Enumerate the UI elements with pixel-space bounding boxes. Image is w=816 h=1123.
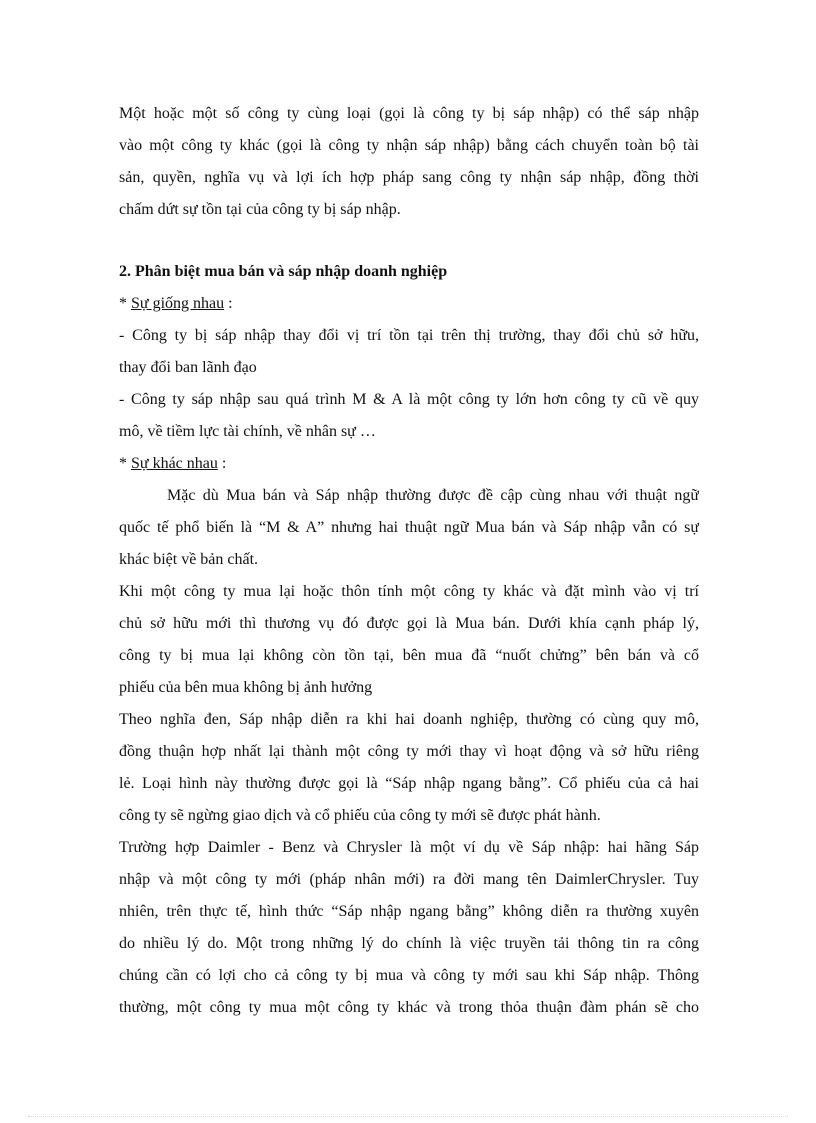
subheading-similarities bbox=[119, 288, 699, 320]
paragraph-acquisition bbox=[119, 576, 699, 704]
text-line: chấm dứt sự tồn tại của công ty bị sáp nhập. bbox=[119, 201, 401, 218]
paragraph-gap bbox=[119, 226, 699, 256]
subheading-suffix: : bbox=[224, 295, 233, 312]
text-line: công ty sẽ ngừng giao dịch và cổ phiếu của công ty mới sẽ được phát hành. bbox=[119, 807, 601, 824]
text-line: phiếu của bên mua không bị ảnh hưởng bbox=[119, 679, 373, 696]
document-page bbox=[119, 98, 699, 1024]
text-line: quốc tế phổ biến là “M & A” nhưng hai thuật ngữ Mua bán và Sáp nhập vẫn có sự bbox=[119, 519, 699, 536]
text-line: vào một công ty khác (gọi là công ty nhận sáp nhập) bằng cách chuyển toàn bộ tài bbox=[119, 137, 699, 154]
text-line: mô, về tiềm lực tài chính, về nhân sự … bbox=[119, 423, 376, 440]
text-line: đồng thuận hợp nhất lại thành một công ty mới thay vì hoạt động và sở hữu riêng bbox=[119, 743, 699, 760]
text-line: - Công ty sáp nhập sau quá trình M & A là một công ty lớn hơn công ty cũ về quy bbox=[119, 391, 699, 408]
subheading-label: Sự giống nhau bbox=[131, 295, 225, 312]
text-line: khác biệt về bản chất. bbox=[119, 551, 259, 568]
paragraph-merger bbox=[119, 704, 699, 832]
paragraph-merger-definition bbox=[119, 98, 699, 226]
text-line: thường, một công ty mua một công ty khác và trong thỏa thuận đàm phán sẽ cho bbox=[119, 999, 699, 1016]
paragraph-similarities bbox=[119, 320, 699, 448]
text-line: Một hoặc một số công ty cùng loại (gọi là công ty bị sáp nhập) có thể sáp nhập bbox=[119, 105, 699, 122]
section-heading: 2. Phân biệt mua bán và sáp nhập doanh nghiệp bbox=[119, 263, 448, 280]
text-line: Theo nghĩa đen, Sáp nhập diễn ra khi hai doanh nghiệp, thường có cùng quy mô, bbox=[119, 711, 699, 728]
text-line: nhiên, trên thực tế, hình thức “Sáp nhập ngang bằng” không diễn ra thường xuyên bbox=[119, 903, 699, 920]
text-line: lẻ. Loại hình này thường được gọi là “Sáp nhập ngang bằng”. Cổ phiếu của cả hai bbox=[119, 775, 699, 792]
subheading-suffix: : bbox=[217, 455, 227, 472]
page-bottom-rule bbox=[28, 1116, 788, 1117]
text-line: Trường hợp Daimler - Benz và Chrysler là một ví dụ về Sáp nhập: hai hãng Sáp bbox=[119, 839, 699, 856]
paragraph-daimler-chrysler bbox=[119, 832, 699, 1024]
subheading-label: Sự khác nhau bbox=[131, 455, 218, 472]
text-line: thay đổi ban lãnh đạo bbox=[119, 359, 257, 376]
text-line: - Công ty bị sáp nhập thay đổi vị trí tồn tại trên thị trường, thay đổi chủ sở hữu, bbox=[119, 327, 699, 344]
bullet-marker: * bbox=[119, 295, 131, 312]
text-line: chủ sở hữu mới thì thương vụ đó được gọi là Mua bán. Dưới khía cạnh pháp lý, bbox=[119, 615, 699, 632]
text-line: Khi một công ty mua lại hoặc thôn tính một công ty khác và đặt mình vào vị trí bbox=[119, 583, 699, 600]
text-line: Mặc dù Mua bán và Sáp nhập thường được đề cập cùng nhau với thuật ngữ bbox=[167, 487, 699, 504]
bullet-marker: * bbox=[119, 455, 131, 472]
paragraph-differences bbox=[119, 480, 699, 576]
text-line: công ty bị mua lại không còn tồn tại, bên mua đã “nuốt chửng” bên bán và cổ bbox=[119, 647, 699, 664]
text-line: nhập và một công ty mới (pháp nhân mới) ra đời mang tên DaimlerChrysler. Tuy bbox=[119, 871, 699, 888]
text-line: sản, quyền, nghĩa vụ và lợi ích hợp pháp sang công ty nhận sáp nhập, đồng thời bbox=[119, 169, 699, 186]
text-line: chúng cần có lợi cho cả công ty bị mua và công ty mới sau khi Sáp nhập. Thông bbox=[119, 967, 699, 984]
text-line: do nhiều lý do. Một trong những lý do chính là việc truyền tải thông tin ra công bbox=[119, 935, 699, 952]
subheading-differences bbox=[119, 448, 699, 480]
